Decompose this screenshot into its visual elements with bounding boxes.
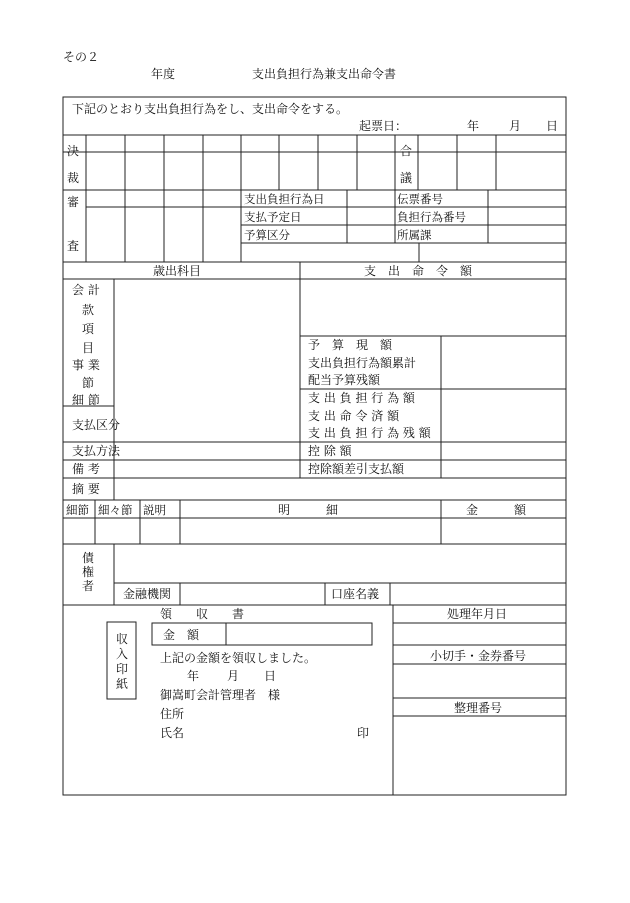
shozokuka-label: 所属課 — [397, 228, 432, 242]
receipt-year: 年 — [187, 669, 200, 683]
yosan-gengaku-label: 予 算 現 額 — [308, 338, 393, 352]
tekiyo-label: 摘 要 — [72, 482, 100, 496]
receipt-kingaku-label: 金 額 — [163, 628, 200, 642]
kihyo-label: 起票日： — [359, 119, 408, 133]
shin-label: 審 — [67, 195, 80, 209]
saikensha-char-2: 権 — [81, 565, 94, 579]
haito-zangaku-label: 配当予算残額 — [308, 373, 381, 387]
seiri-bango-label: 整理番号 — [454, 701, 503, 715]
fiscal-year-label: 年度 — [151, 67, 176, 81]
stamp-char-4: 紙 — [115, 677, 128, 691]
saishutsu-kamoku-header: 歳出科目 — [153, 264, 202, 278]
form-title: 支出負担行為兼支出命令書 — [252, 67, 397, 81]
shori-date-label: 処理年月日 — [447, 607, 508, 621]
col-saisaisetsu-header: 細々節 — [98, 503, 133, 517]
biko-label: 備 考 — [72, 462, 100, 476]
receipt-text: 上記の金額を領収しました。 — [160, 651, 317, 665]
gi-label: 議 — [400, 171, 413, 185]
receipt-month: 月 — [227, 669, 240, 683]
stamp-char-1: 収 — [115, 632, 128, 646]
receipt-name-label: 氏名 — [160, 726, 185, 740]
shiharai-hoho-label: 支払方法 — [72, 444, 121, 458]
kogitte-label: 小切手・金券番号 — [430, 649, 527, 663]
shishutsu-meirei-gaku-header: 支 出 命 令 額 — [364, 264, 473, 278]
sai-label: 裁 — [67, 171, 80, 185]
setsu-label: 節 — [82, 376, 95, 390]
kinyu-kikan-label: 金融機関 — [123, 587, 172, 601]
intro-text: 下記のとおり支出負担行為をし、支出命令をする。 — [72, 102, 349, 116]
saisetsu-label: 細 節 — [72, 393, 100, 407]
shiharai-kubun-label: 支払区分 — [72, 418, 121, 432]
shiharai-yotei-date-label: 支払予定日 — [244, 210, 302, 224]
yosan-kubun-label: 予算区分 — [244, 228, 290, 242]
stamp-char-3: 印 — [115, 662, 128, 676]
saikensha-char-3: 者 — [81, 579, 94, 593]
kihyo-day: 日 — [546, 119, 559, 133]
col-saisetsu-header: 細節 — [66, 503, 89, 517]
receipt-to: 御嵩町会計管理者 様 — [160, 688, 281, 702]
kou-label: 項 — [82, 322, 95, 336]
receipt-address-label: 住所 — [160, 707, 185, 721]
col-setsumei-header: 説明 — [143, 503, 166, 517]
koujo-sashihiki-label: 控除額差引支払額 — [308, 462, 405, 476]
denpyo-bango-label: 伝票番号 — [397, 192, 443, 206]
receipt-seal: 印 — [357, 726, 370, 740]
receipt-title: 領 収 書 — [160, 607, 245, 621]
kihyo-month: 月 — [509, 119, 522, 133]
stamp-char-2: 入 — [115, 647, 128, 661]
moku-label: 目 — [82, 341, 95, 355]
kihyo-year: 年 — [467, 119, 480, 133]
shishutsu-futan-date-label: 支出負担行為日 — [244, 192, 325, 206]
futan-zangaku-label: 支 出 負 担 行 為 残 額 — [308, 426, 431, 440]
futan-bango-label: 負担行為番号 — [397, 210, 466, 224]
sa-label: 査 — [67, 239, 80, 253]
futan-ruikei-label: 支出負担行為額累計 — [308, 356, 417, 370]
koza-meigi-label: 口座名義 — [331, 587, 380, 601]
kaikei-label: 会 計 — [72, 283, 100, 297]
sono-label: その２ — [63, 50, 100, 64]
go-label: 合 — [400, 144, 413, 158]
ketsu-label: 決 — [67, 144, 80, 158]
koujo-gaku-label: 控 除 額 — [308, 444, 352, 458]
col-kingaku-header: 金 額 — [466, 503, 527, 517]
kan-label: 款 — [82, 303, 95, 317]
receipt-day: 日 — [264, 669, 277, 683]
futan-gaku-label: 支 出 負 担 行 為 額 — [308, 391, 415, 405]
jigyo-label: 事 業 — [72, 358, 100, 372]
col-meisai-header: 明 細 — [278, 503, 339, 517]
meirei-sumi-label: 支 出 命 令 済 額 — [308, 409, 400, 423]
saikensha-char-1: 債 — [81, 551, 94, 565]
